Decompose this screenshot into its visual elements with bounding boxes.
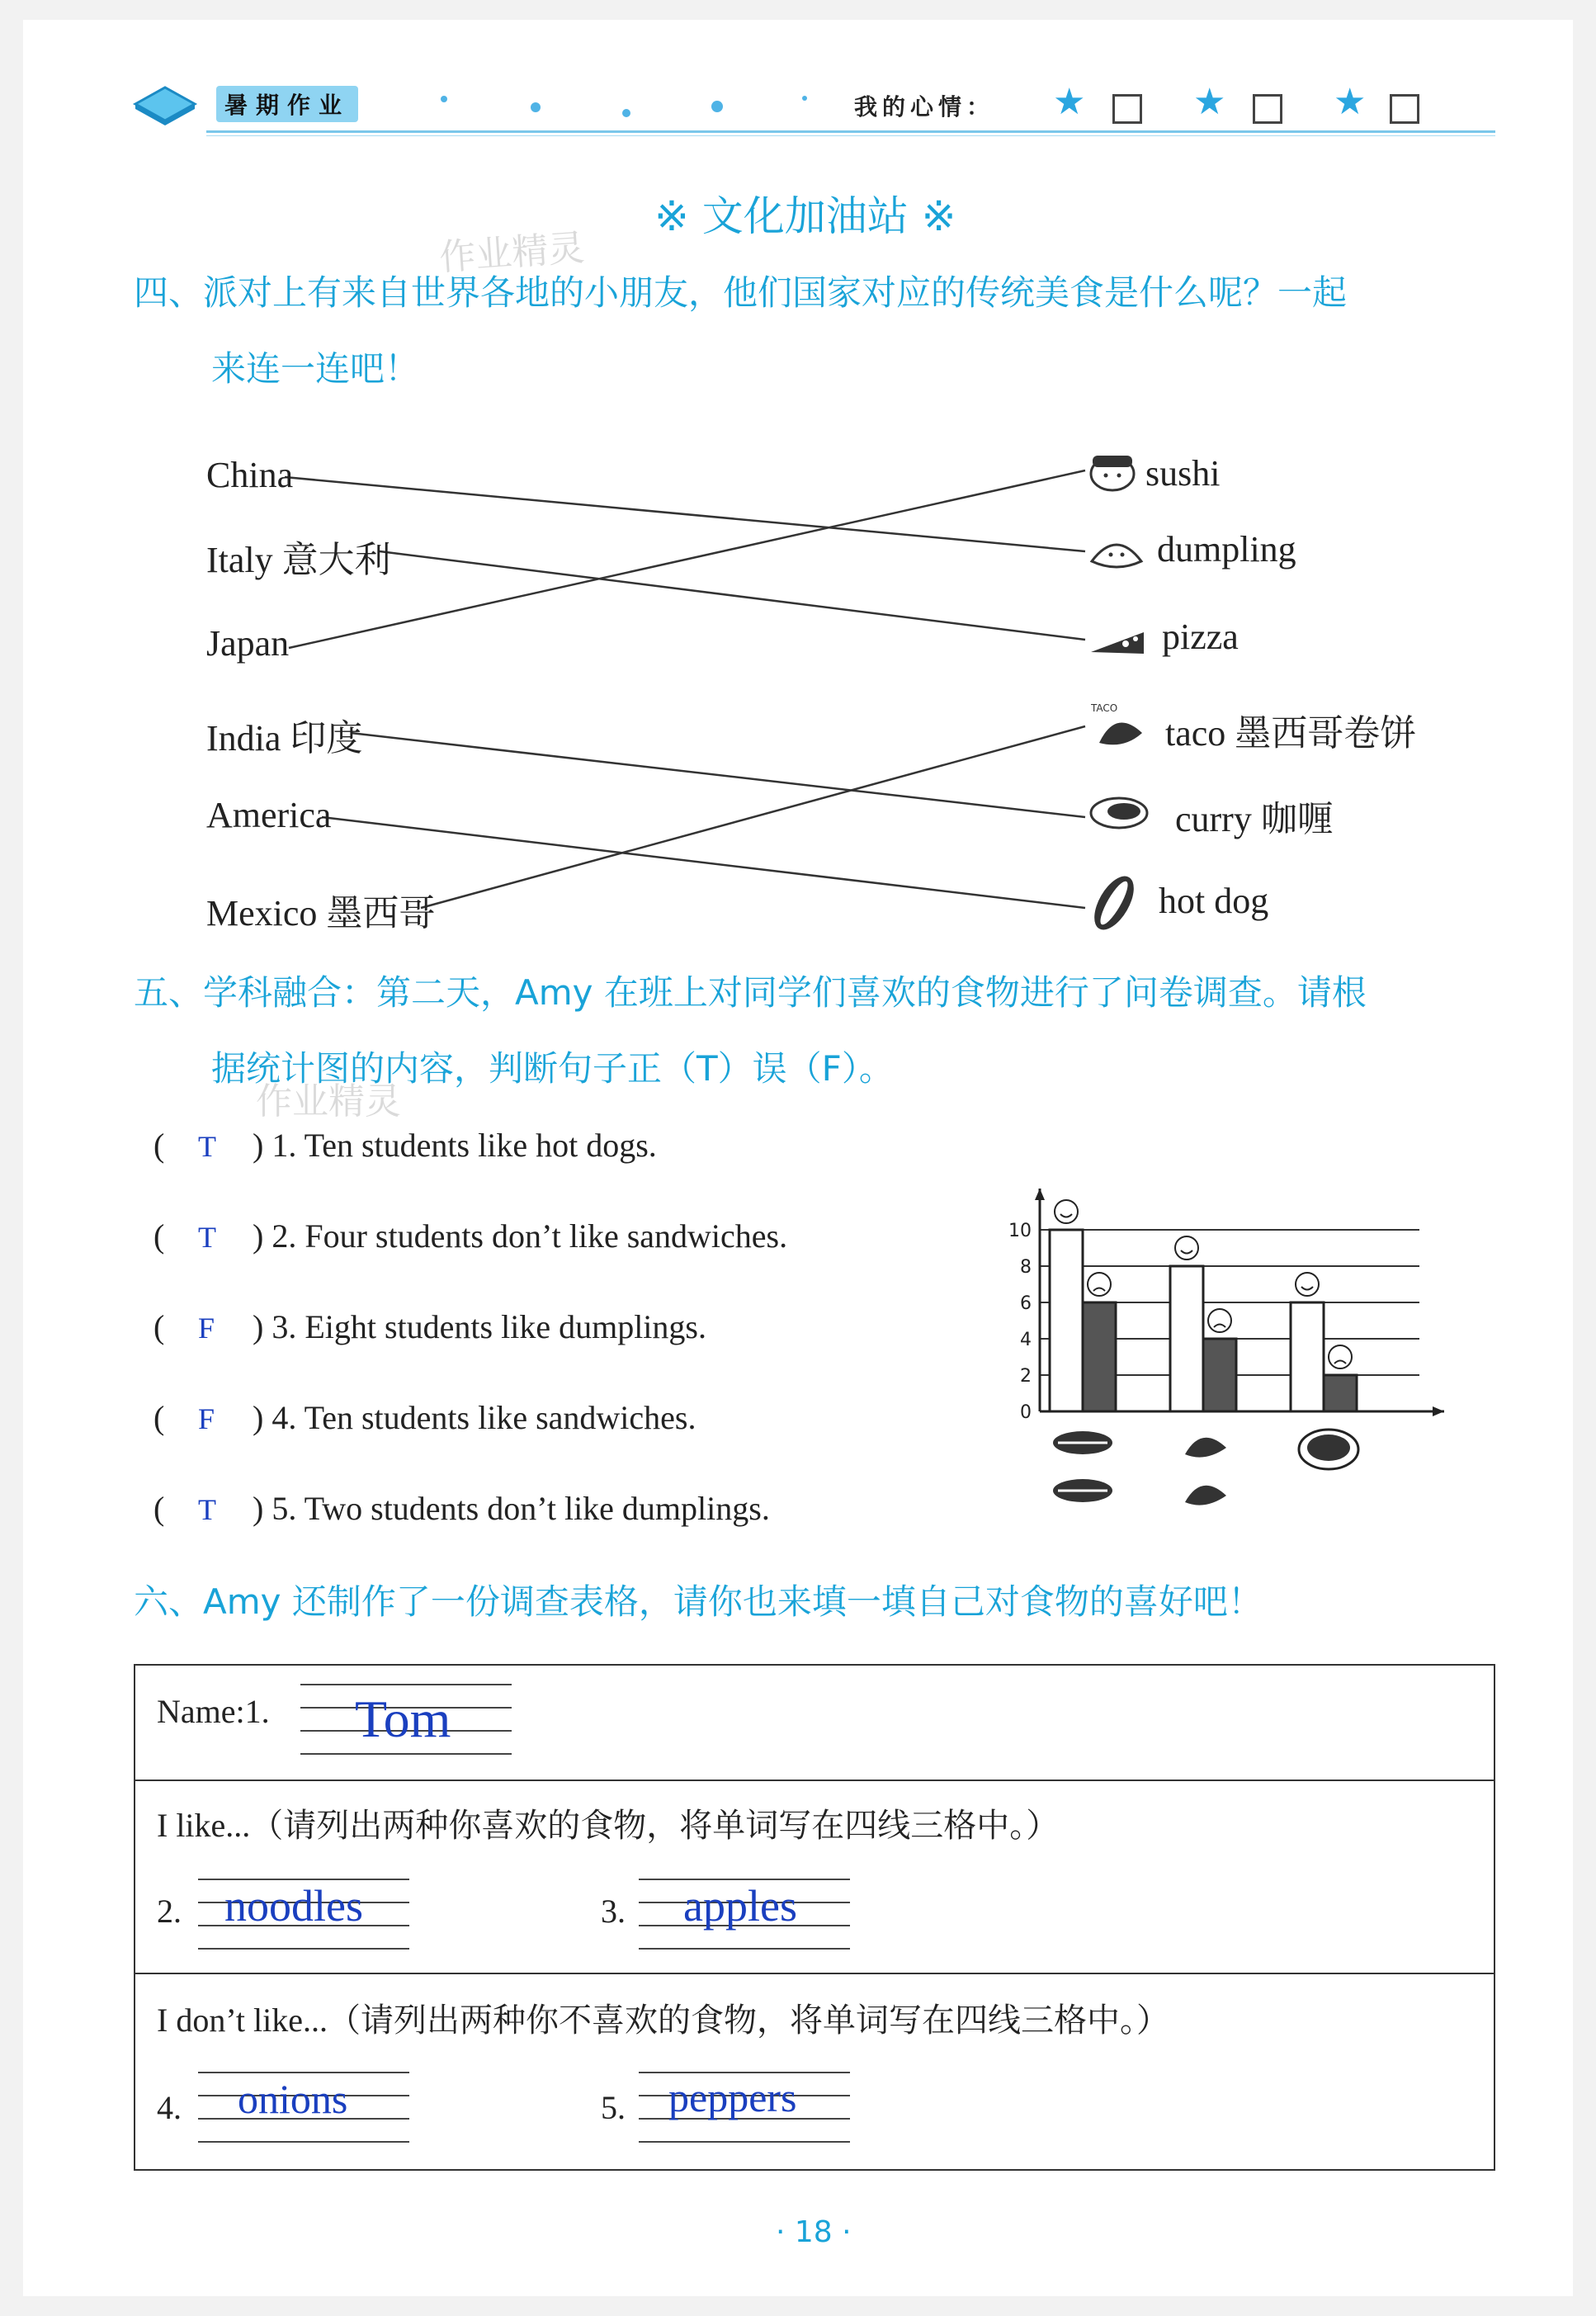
bar-like-dumpling [1170, 1266, 1203, 1411]
y-tick-label: 10 [1008, 1221, 1032, 1241]
like-row [135, 1780, 1494, 1973]
match-line-mexico-taco [421, 726, 1085, 908]
y-tick-label: 2 [1020, 1366, 1032, 1387]
y-tick-label: 6 [1020, 1293, 1032, 1314]
taco-tag: TACO [1091, 702, 1118, 714]
country-mexico: Mexico 墨西哥 [206, 893, 436, 933]
answer-3[interactable]: F [198, 1312, 215, 1345]
statement-1: ) 1. Ten students like hot dogs. [253, 1127, 657, 1164]
category-icon-dumpling [1185, 1486, 1226, 1505]
name-label: Name:1. [157, 1693, 270, 1730]
sad-face-icon [1088, 1273, 1111, 1296]
dislike-row [135, 1973, 1494, 2170]
page-number: · 18 · [776, 2215, 852, 2249]
watermark: 作业精灵 [437, 226, 586, 280]
section-title: ※ 文化加油站 ※ [654, 192, 956, 240]
mood-label: 我的心情： [854, 93, 995, 121]
happy-face-icon [1296, 1273, 1319, 1296]
food-taco: taco 墨西哥卷饼 [1165, 713, 1417, 754]
sushi-icon [1088, 449, 1137, 497]
sad-face-icon [1329, 1345, 1352, 1368]
q4-instruction-line1: 四、派对上有来自世界各地的小朋友，他们国家对应的传统美食是什么呢？一起 [134, 272, 1348, 313]
country-japan: Japan [206, 623, 290, 664]
y-axis-arrow [1035, 1189, 1045, 1200]
paren-open: ( [153, 1308, 165, 1345]
dislike-item-number: 5. [601, 2089, 626, 2126]
q5-instruction-line1: 五、学科融合：第二天，Amy 在班上对同学们喜欢的食物进行了问卷调查。请根 [134, 972, 1367, 1013]
country-america: America [206, 795, 332, 835]
answer-5[interactable]: T [198, 1493, 216, 1526]
taco-icon [1091, 700, 1150, 753]
bar-dislike-hot-dog [1083, 1302, 1116, 1411]
survey-table [134, 1664, 1495, 2171]
answer-1[interactable]: T [198, 1130, 216, 1163]
sad-star-icon: ★ [1334, 81, 1367, 123]
neutral-star-icon: ★ [1193, 81, 1226, 123]
bar-dislike-dumpling [1203, 1339, 1236, 1411]
bar-like-sandwich [1291, 1302, 1324, 1411]
dislike-label: I don’t like...（请列出两种你不喜欢的食物，将单词写在四线三格中。） [157, 2002, 1170, 2039]
happy-face-icon [1055, 1200, 1078, 1223]
country-italy: Italy 意大利 [206, 540, 391, 580]
dislike-item-number: 4. [157, 2089, 182, 2126]
happy-face-icon [1175, 1236, 1198, 1260]
statement-4: ) 4. Ten students like sandwiches. [253, 1399, 696, 1436]
name-answer: Tom [355, 1690, 451, 1748]
y-tick-label: 0 [1020, 1402, 1032, 1423]
like-item-number: 3. [601, 1893, 626, 1930]
q5-instruction-line2: 据统计图的内容，判断句子正（T）误（F）。 [211, 1048, 894, 1089]
match-line-india-curry [351, 733, 1085, 817]
statement-5: ) 5. Two students don’t like dumplings. [253, 1490, 770, 1527]
food-sushi: sushi [1145, 453, 1221, 494]
statement-2: ) 2. Four students don’t like sandwiches. [253, 1217, 788, 1255]
survey-bar-chart [990, 1172, 1469, 1519]
statement-3: ) 3. Eight students like dumplings. [253, 1308, 706, 1345]
paren-open: ( [153, 1127, 165, 1164]
paren-open: ( [153, 1399, 165, 1436]
x-axis-arrow [1433, 1406, 1444, 1416]
answer-2[interactable]: T [198, 1221, 216, 1254]
dumpling-icon [1088, 528, 1145, 576]
match-line-italy-pizza [380, 551, 1085, 640]
sad-face-icon [1208, 1309, 1231, 1332]
food-dumpling: dumpling [1157, 529, 1296, 570]
like-label: I like...（请列出两种你喜欢的食物，将单词写在四线三格中。） [157, 1807, 1060, 1844]
pizza-icon [1088, 619, 1147, 662]
like-answer: noodles [224, 1881, 363, 1931]
country-china: China [206, 455, 294, 495]
curry-icon [1088, 788, 1150, 836]
name-row [135, 1665, 1494, 1780]
like-answer: apples [683, 1881, 797, 1931]
header-title: 暑期作业 [216, 86, 358, 122]
y-tick-label: 4 [1020, 1330, 1032, 1350]
y-tick-label: 8 [1020, 1257, 1032, 1278]
bar-like-hot-dog [1050, 1230, 1083, 1411]
country-india: India 印度 [206, 718, 363, 759]
like-item-number: 2. [157, 1893, 182, 1930]
category-icon-dumpling [1185, 1438, 1226, 1458]
q6-instruction: 六、Amy 还制作了一份调查表格，请你也来填一填自己对食物的喜好吧！ [134, 1581, 1263, 1622]
category-icon-sandwich-fill [1307, 1435, 1350, 1461]
hotdog-icon [1088, 870, 1140, 939]
dislike-answer: peppers [668, 2074, 797, 2120]
food-pizza: pizza [1162, 617, 1239, 657]
dislike-answer: onions [238, 2076, 348, 2122]
match-line-japan-sushi [289, 470, 1085, 648]
food-curry: curry 咖喱 [1175, 799, 1334, 839]
happy-star-icon: ★ [1053, 81, 1086, 123]
food-hotdog: hot dog [1159, 881, 1269, 921]
bar-dislike-sandwich [1324, 1375, 1357, 1411]
paren-open: ( [153, 1490, 165, 1527]
paren-open: ( [153, 1217, 165, 1255]
q4-instruction-line2: 来连一连吧！ [211, 348, 420, 389]
watermark-2: 作业精灵 [256, 1080, 401, 1123]
answer-4[interactable]: F [198, 1402, 215, 1435]
match-line-china-dumpling [285, 477, 1085, 551]
